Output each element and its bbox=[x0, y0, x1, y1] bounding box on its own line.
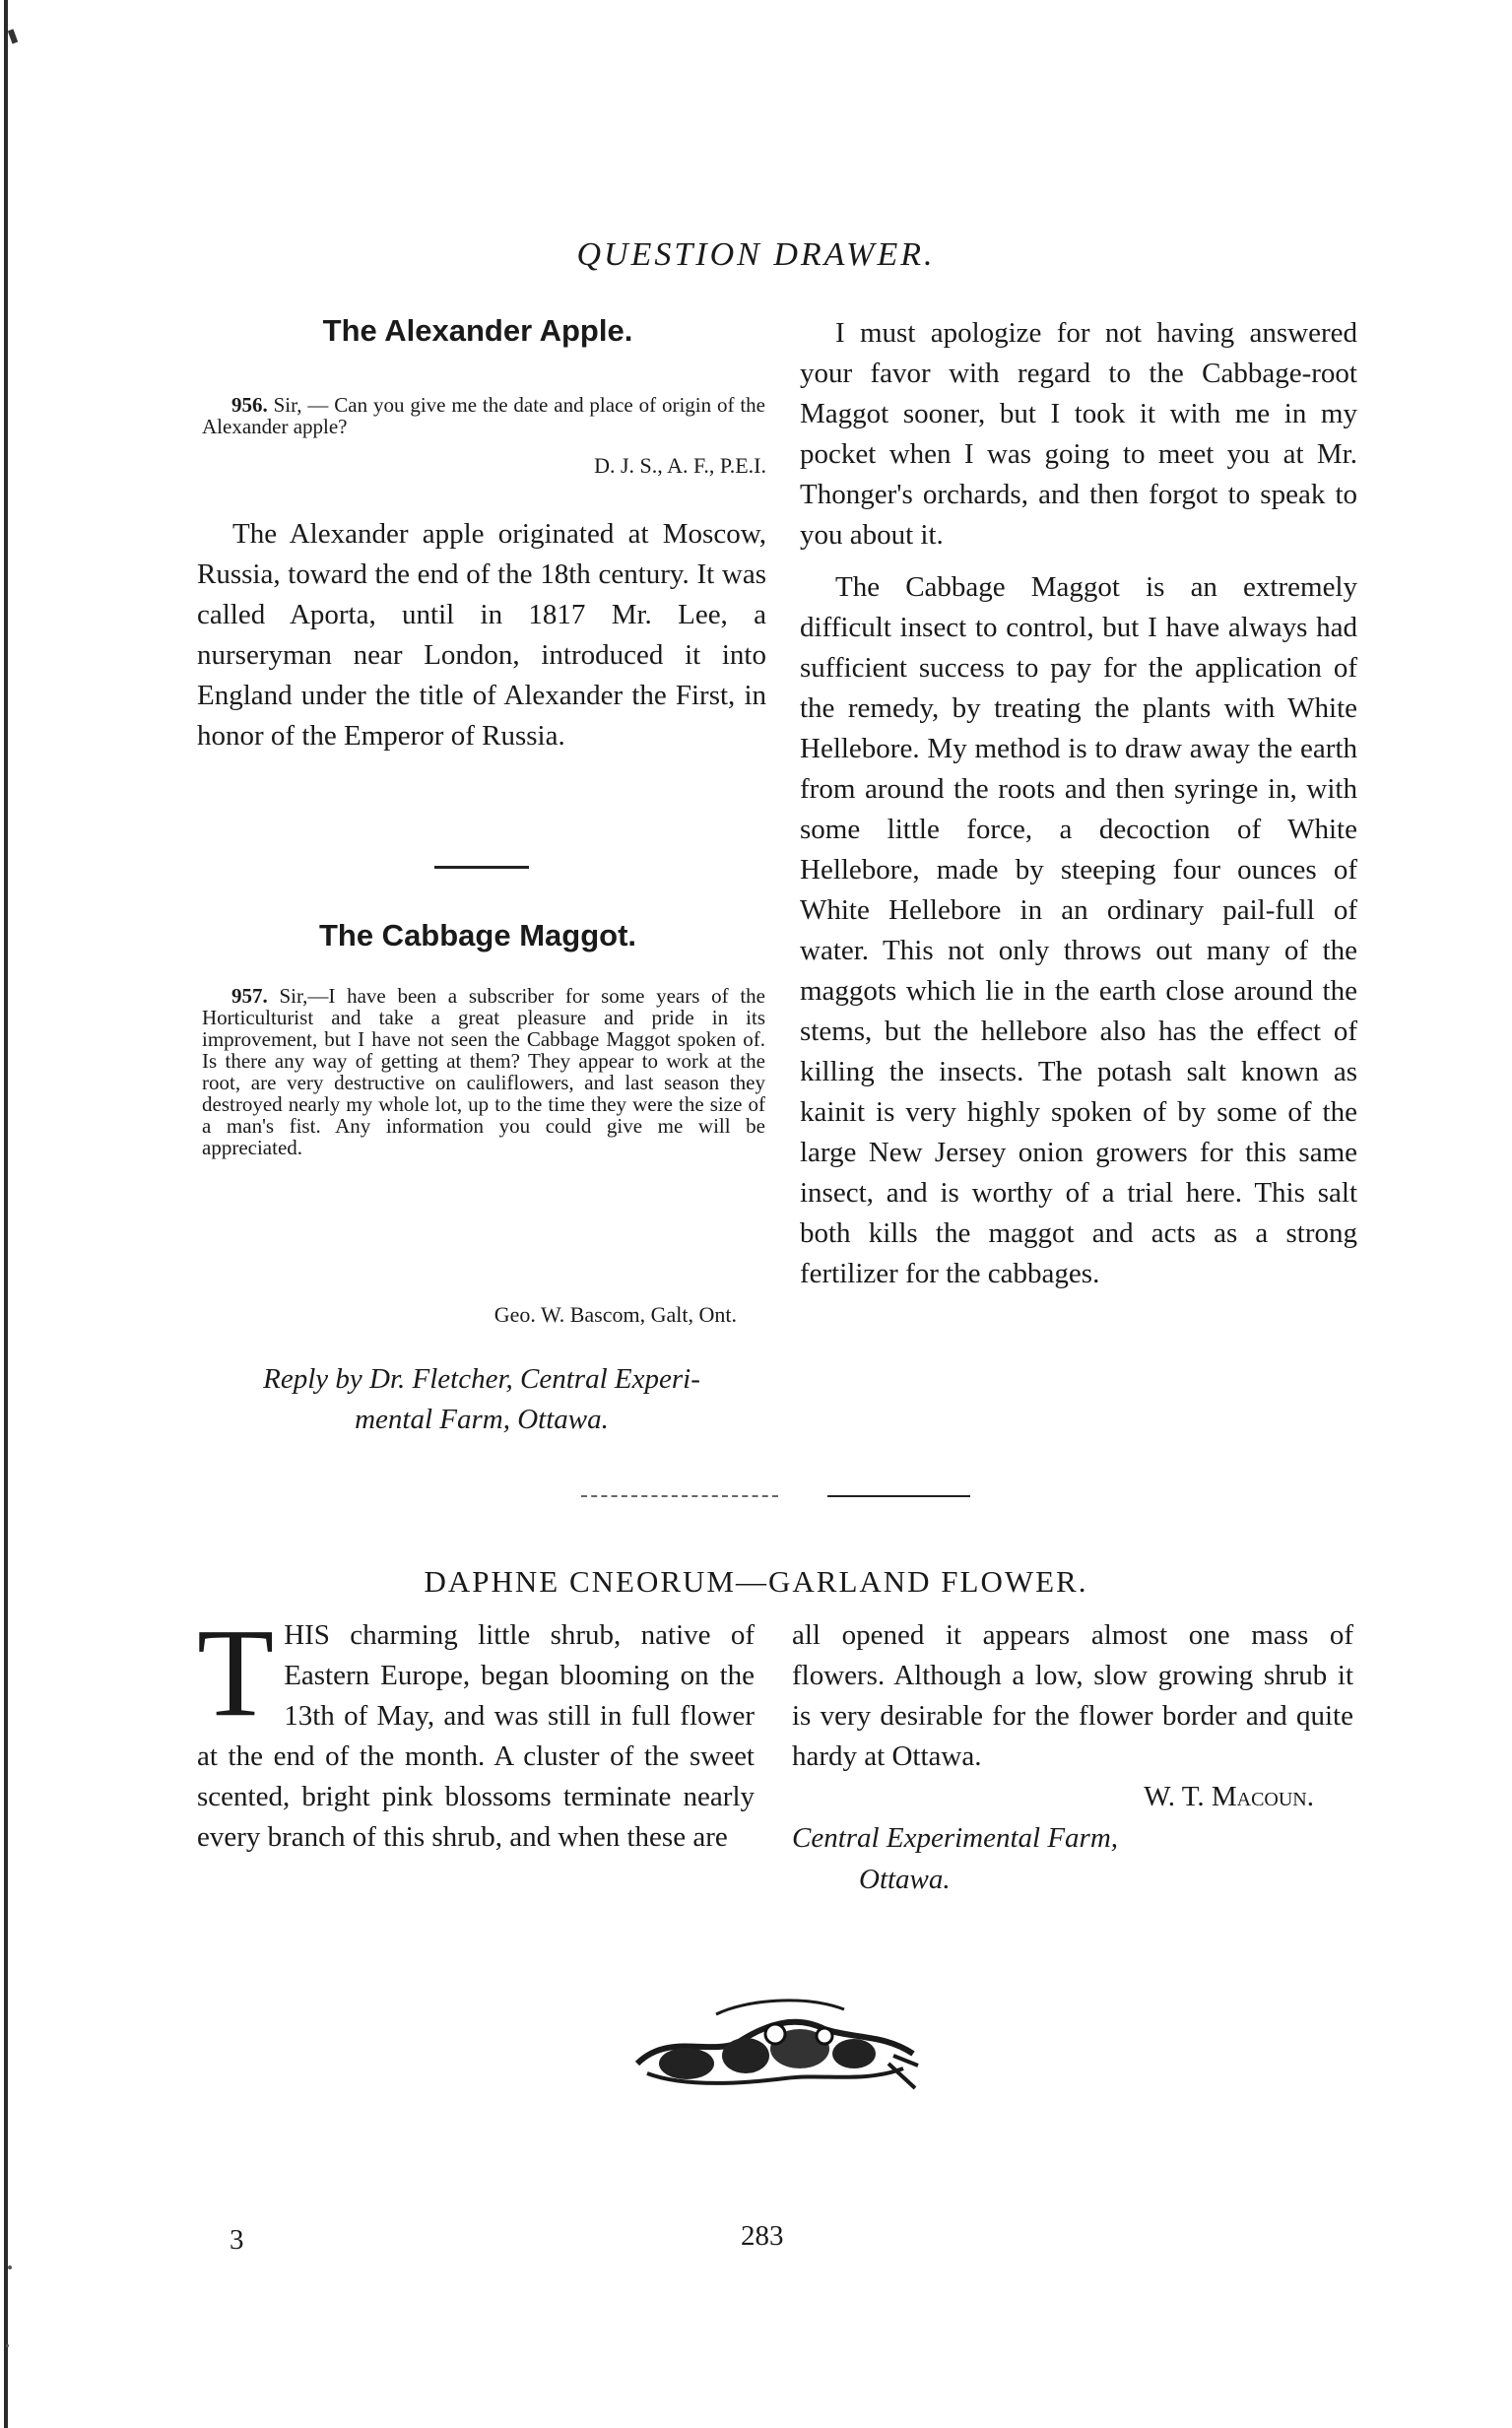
question-number: 957. bbox=[231, 984, 268, 1008]
heading-cabbage-maggot: The Cabbage Maggot. bbox=[318, 918, 637, 952]
reply-paragraph-2: The Cabbage Maggot is an extremely difficult insect to control, but I have always had sufficient success to pay for the application of the remedy, by treating the plants with White Hellebore. My method is to draw away the earth from around the roots and then syringe in, with some little force, a decoction of White Hellebore, made by steeping four ounces of White Hellebore in an ordinary pail-full of water. This not only throws out many of the maggots which lie in the earth close around the stems, but the hellebore also has the effect of killing the insects. The potash salt known as kainit is very highly spoken of by some of the large New Jersey onion growers for this same insect, and is worthy of a trial here. This salt both kills the maggot and acts as a strong fertilizer for the cabbages. bbox=[800, 571, 1357, 1289]
answer-paragraph: The Alexander apple originated at Moscow, Russia, toward the end of the 18th century. It was called Aporta, until in 1817 Mr. Lee, a nurseryman near London, introduced it into England under the title of Alexander the First, in honor of the Emperor of Russia. bbox=[197, 518, 766, 752]
article-right-text bbox=[792, 1615, 1353, 1777]
question-956 bbox=[202, 394, 765, 437]
answer-alexander bbox=[197, 514, 766, 756]
article-lead-text: HIS charming little shrub, native of Eastern Europe, began blooming on the 13th of May, and was still in full flower at the end of the month. A cluster of the sweet scented, bright pink blossoms terminate nearly every branch of this shrub, and when these are bbox=[197, 1619, 755, 1853]
heading-alexander-apple: The Alexander Apple. bbox=[322, 313, 633, 348]
question-text: Sir,—I have been a subscriber for some years of the Horticulturist and take a great pleasure and pride in its improvement, but I have not seen the Cabbage Maggot spoken of. Is there any way of getting at them? They appear to work at the root, are very destructive on cauliflowers, and last season they destroyed nearly my whole lot, up to the time they were the size of a man's fist. Any information you could give me will be appreciated. bbox=[202, 984, 765, 1159]
question-957 bbox=[202, 985, 765, 1158]
drop-cap: T bbox=[197, 1603, 275, 1742]
article-heading: DAPHNE CNEORUM—GARLAND FLOWER. bbox=[424, 1564, 1088, 1599]
reply-paragraph-1: I must apologize for not having answered your favor with regard to the Cabbage-root Maggot sooner, but I took it with me in my pocket when I was going to meet you at Mr. Thonger's orchards, and then forgot to speak to you about it. bbox=[800, 317, 1357, 551]
reply-line-1: Reply by Dr. Fletcher, Central Experi- bbox=[263, 1363, 700, 1395]
article-lead-paragraph bbox=[197, 1603, 755, 1858]
reply-credit bbox=[197, 1359, 766, 1440]
reply-line-2: mental Farm, Ottawa. bbox=[355, 1404, 609, 1435]
question-number: 956. bbox=[231, 393, 268, 417]
section-rule bbox=[434, 866, 529, 869]
signature-bascom: Geo. W. Bascom, Galt, Ont. bbox=[493, 1302, 737, 1327]
running-head: QUESTION DRAWER. bbox=[576, 236, 936, 273]
signature-djs: D. J. S., A. F., P.E.I. bbox=[594, 453, 766, 478]
floral-ornament-icon bbox=[627, 1995, 923, 2103]
reply-body bbox=[800, 313, 1357, 1294]
article-affiliation-1: Central Experimental Farm, bbox=[792, 1822, 1119, 1854]
article-left-text bbox=[197, 1603, 755, 1858]
divider-rule bbox=[827, 1495, 970, 1497]
article-author: W. T. Macoun. bbox=[1144, 1781, 1314, 1812]
article-continued-paragraph: all opened it appears almost one mass of flowers. Although a low, slow growing shrub it is very desirable for the flower border and quite hardy at Ottawa. bbox=[792, 1619, 1353, 1772]
page-edge-scan-mark bbox=[0, 0, 16, 2428]
signature-mark: 3 bbox=[230, 2224, 244, 2256]
question-text: Sir, — Can you give me the date and place of origin of the Alexander apple? bbox=[202, 393, 766, 438]
page-number: 283 bbox=[741, 2220, 784, 2252]
dashed-divider bbox=[581, 1495, 778, 1499]
article-affiliation-2: Ottawa. bbox=[859, 1864, 951, 1895]
